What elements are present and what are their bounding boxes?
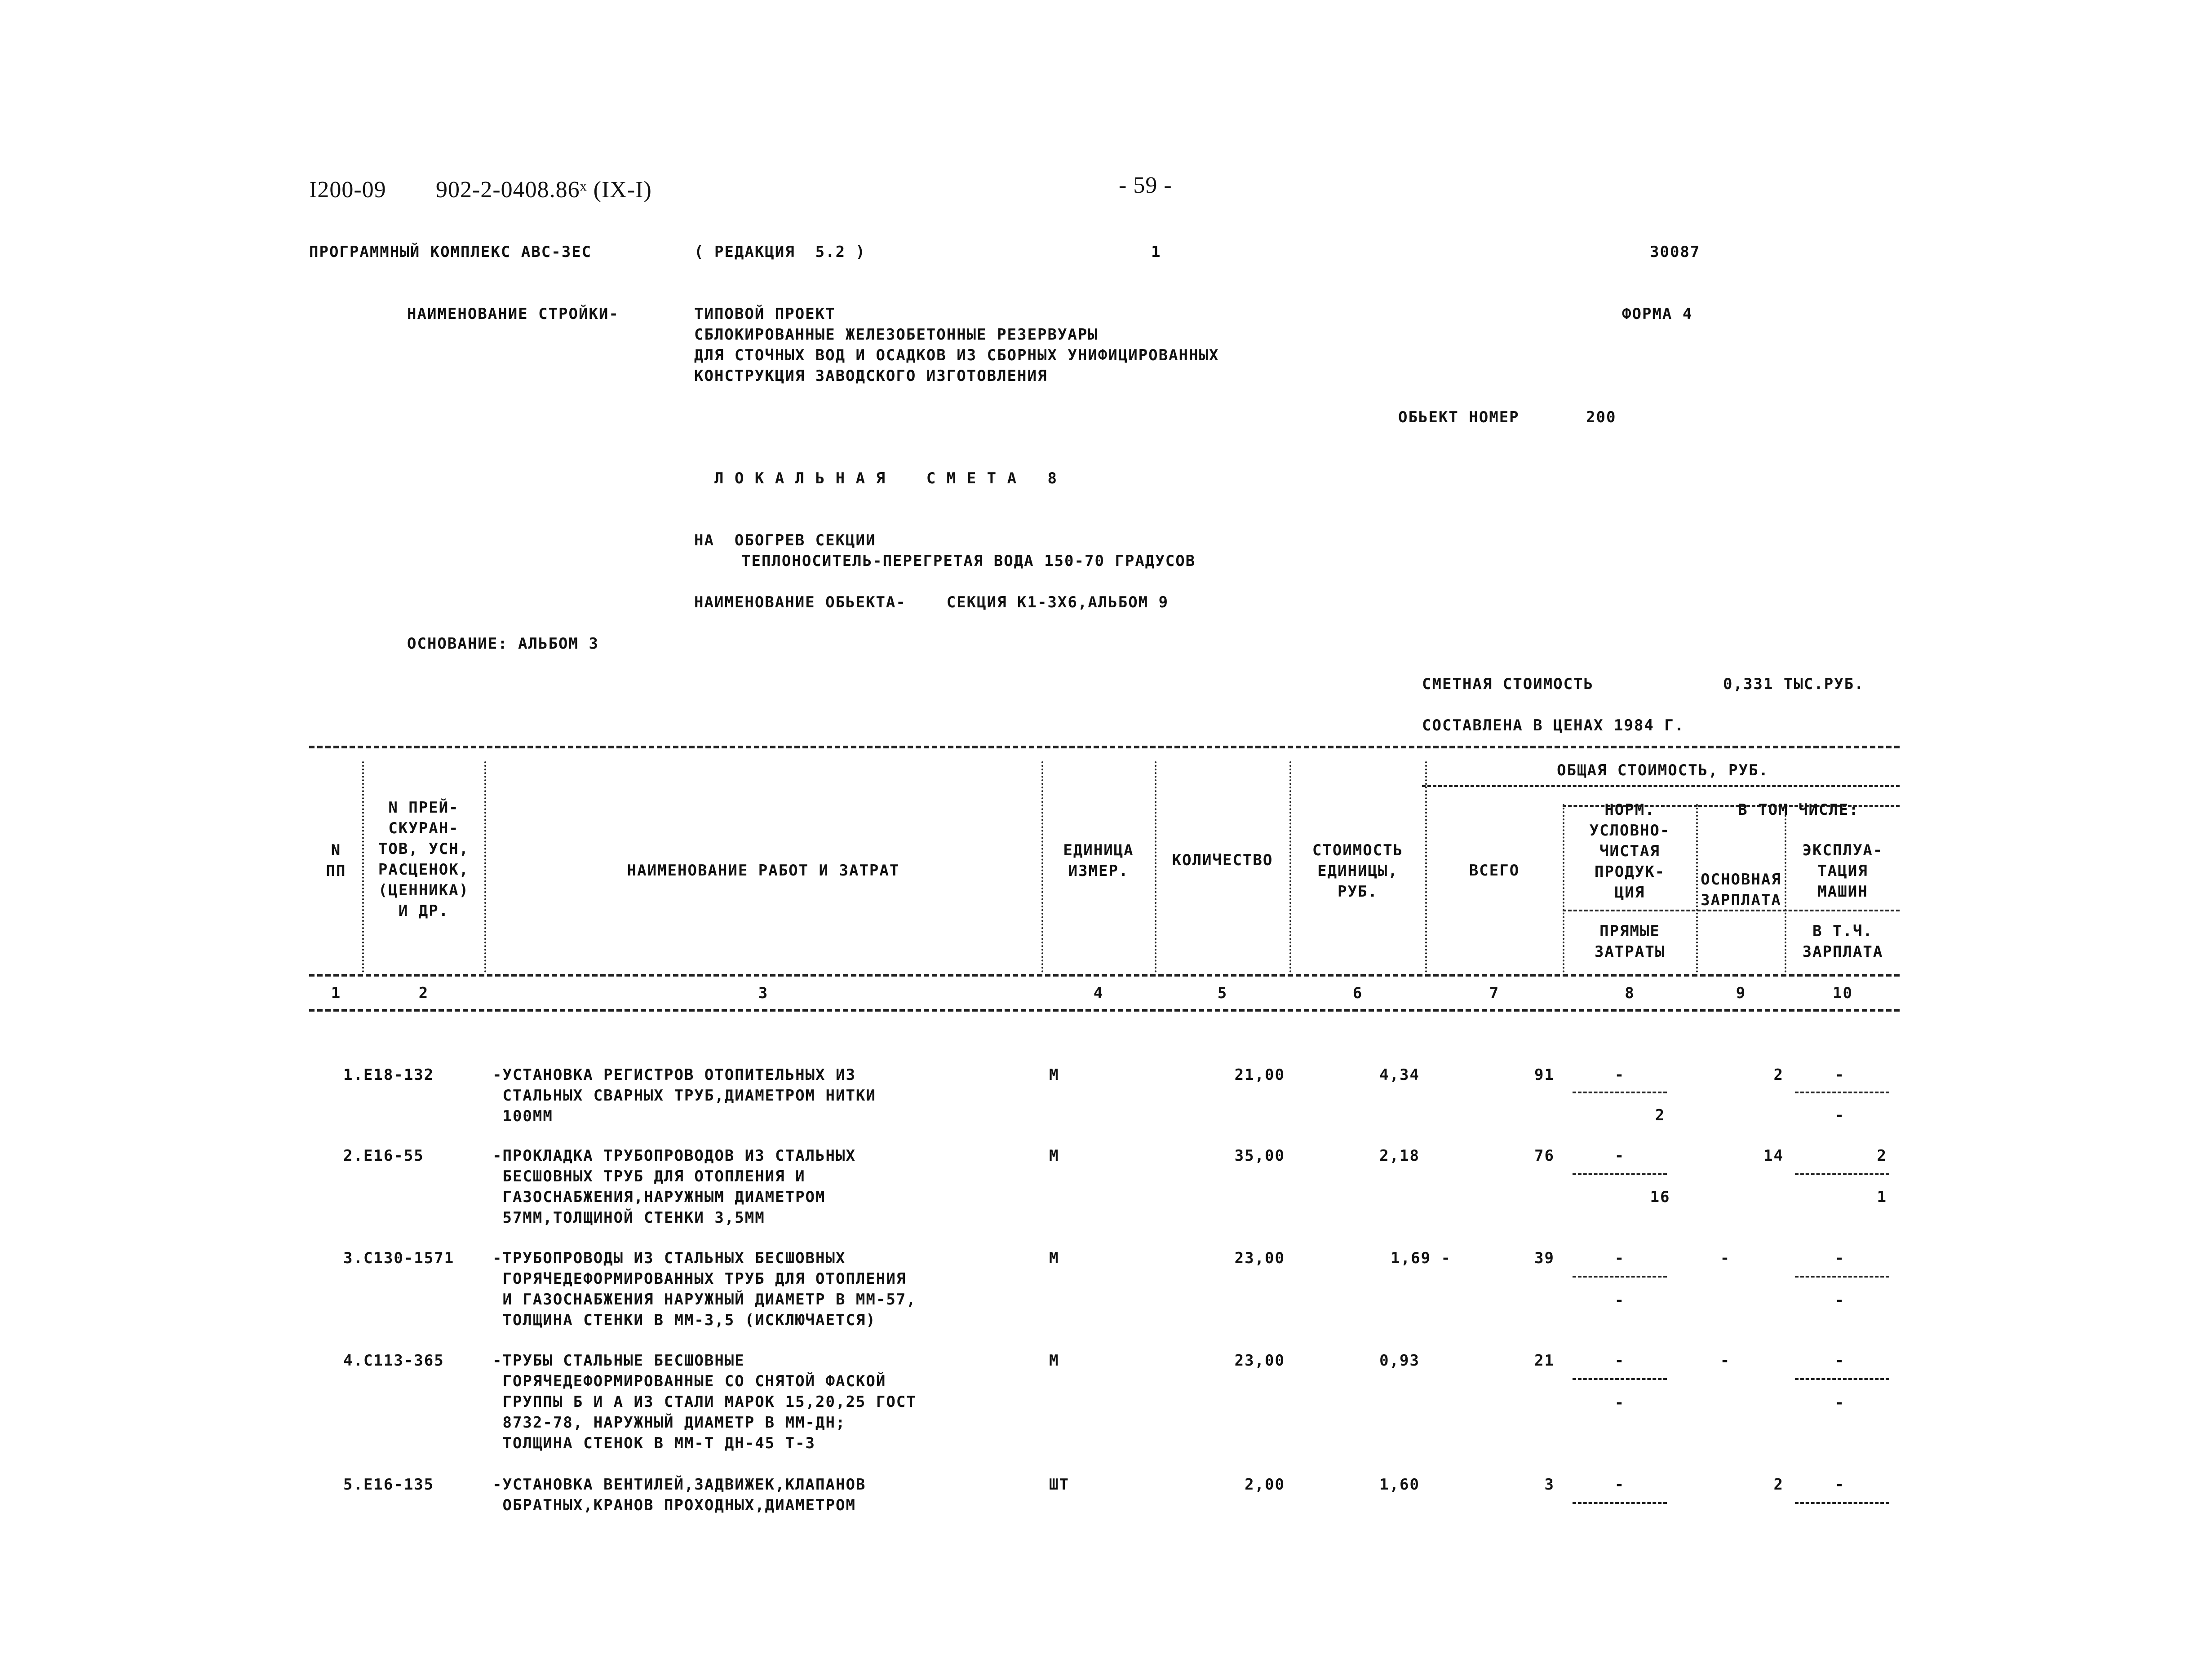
line-name-3: ДЛЯ СТОЧНЫХ ВОД И ОСАДКОВ ИЗ СБОРНЫХ УНИФИЦИРОВАННЫХ — [694, 346, 1219, 364]
row-2-c10-bottom: 1 — [1877, 1188, 1887, 1206]
row-1-c10-value: 2 — [1773, 1066, 1784, 1084]
row-1-qty: 21,00 — [1234, 1066, 1285, 1084]
col-number-10: 10 — [1833, 984, 1853, 1002]
row-5-unit: ШТ — [1049, 1476, 1069, 1494]
software-name: ПРОГРАММНЫЙ КОМПЛЕКС АВС-3ЕС — [309, 243, 592, 261]
row-4-total: 21 — [1534, 1352, 1555, 1370]
row-2-qty: 35,00 — [1234, 1147, 1285, 1165]
prices-year: СОСТАВЛЕНА В ЦЕНАХ 1984 Г. — [1422, 716, 1685, 734]
th-machines: ЭКСПЛУА- ТАЦИЯ МАШИН — [1802, 841, 1883, 901]
row-4-c8-bottom: - — [1614, 1394, 1625, 1412]
th-num: N ПП — [326, 841, 346, 880]
row-5-c10-value: 2 — [1773, 1476, 1784, 1494]
object-label: ОБЬЕКТ НОМЕР — [1398, 408, 1520, 426]
row-3-total: 39 — [1534, 1249, 1555, 1267]
col-number-4: 4 — [1093, 984, 1104, 1002]
row-4-c9: - — [1720, 1352, 1731, 1370]
for-line-1: НА ОБОГРЕВ СЕКЦИИ — [694, 531, 876, 549]
sheet-number: 1 — [1151, 243, 1161, 261]
row-3-price: 1,69 - — [1391, 1249, 1451, 1267]
col-number-6: 6 — [1352, 984, 1363, 1002]
row-1-code: 1.Е18-132 — [343, 1066, 434, 1084]
row-5-name: -УСТАНОВКА ВЕНТИЛЕЙ,ЗАДВИЖЕК,КЛАПАНОВ ОБРАТНЫХ,КРАНОВ ПРОХОДНЫХ,ДИАМЕТРОМ — [492, 1476, 866, 1514]
table-top-rule — [309, 746, 1900, 748]
row-2-price: 2,18 — [1379, 1147, 1420, 1165]
row-4-c8-rule — [1573, 1378, 1667, 1380]
row-2-code: 2.Е16-55 — [343, 1147, 424, 1165]
row-1-c10-top: - — [1834, 1066, 1845, 1084]
line-name-4: КОНСТРУКЦИЯ ЗАВОДСКОГО ИЗГОТОВЛЕНИЯ — [694, 367, 1048, 385]
row-3-qty: 23,00 — [1234, 1249, 1285, 1267]
th-unit: ЕДИНИЦА ИЗМЕР. — [1063, 841, 1134, 880]
row-4-c8-top: - — [1614, 1352, 1625, 1370]
row-5-c8-rule — [1573, 1502, 1667, 1504]
row-3-unit: М — [1049, 1249, 1059, 1267]
row-2-c8-rule — [1573, 1173, 1667, 1175]
row-1-price: 4,34 — [1379, 1066, 1420, 1084]
row-1-c8-rule — [1573, 1092, 1667, 1093]
object-number: 200 — [1586, 408, 1617, 426]
edition: ( РЕДАКЦИЯ 5.2 ) — [694, 243, 866, 261]
doc-code: I200-09 — [309, 177, 386, 203]
col-number-9: 9 — [1736, 984, 1746, 1002]
row-5-total: 3 — [1544, 1476, 1555, 1494]
col-number-3: 3 — [758, 984, 769, 1002]
row-2-c10-top: 2 — [1877, 1147, 1887, 1165]
th-total-group: ОБЩАЯ СТОИМОСТЬ, РУБ. — [1557, 761, 1769, 779]
row-4-c10-rule — [1795, 1378, 1889, 1380]
row-1-c8-top: - — [1614, 1066, 1625, 1084]
row-4-c10-bottom: - — [1834, 1394, 1845, 1412]
line-name-2: СБЛОКИРОВАННЫЕ ЖЕЛЕЗОБЕТОННЫЕ РЕЗЕРВУАРЫ — [694, 326, 1098, 344]
th-unit-price: СТОИМОСТЬ ЕДИНИЦЫ, РУБ. — [1312, 841, 1404, 901]
row-1-c10-rule — [1795, 1092, 1889, 1093]
row-1-c10-bottom: - — [1834, 1106, 1845, 1124]
row-4-qty: 23,00 — [1234, 1352, 1285, 1370]
row-3-name: -ТРУБОПРОВОДЫ ИЗ СТАЛЬНЫХ БЕСШОВНЫХ ГОРЯЧЕДЕФОРМИРОВАННЫХ ТРУБ ДЛЯ ОТОПЛЕНИЯ И ГАЗОСНАБЖЕНИЯ НАРУЖНЫЙ ДИАМЕТР В ММ-57, ТОЛЩИНА СТЕНКИ В ММ-3,5 (ИСКЛЮЧАЕТСЯ) — [492, 1249, 917, 1329]
row-5-price: 1,60 — [1379, 1476, 1420, 1494]
cost-label: СМЕТНАЯ СТОИМОСТЬ — [1422, 675, 1594, 693]
th-direct-costs: ПРЯМЫЕ ЗАТРАТЫ — [1594, 922, 1666, 961]
row-1-total: 91 — [1534, 1066, 1555, 1084]
row-3-c8-top: - — [1614, 1249, 1625, 1267]
col-number-5: 5 — [1217, 984, 1228, 1002]
row-4-c10-top: - — [1834, 1352, 1845, 1370]
row-5-c8-top: - — [1614, 1476, 1625, 1494]
row-3-c10-rule — [1795, 1276, 1889, 1278]
row-3-c8-bottom: - — [1614, 1291, 1625, 1309]
page-number: - 59 - — [1119, 172, 1172, 198]
th-including: В ТОМ ЧИСЛЕ: — [1738, 801, 1859, 819]
col-number-7: 7 — [1489, 984, 1500, 1002]
col-number-8: 8 — [1625, 984, 1635, 1002]
row-3-c8-rule — [1573, 1276, 1667, 1278]
row-4-unit: М — [1049, 1352, 1059, 1370]
row-4-price: 0,93 — [1379, 1352, 1420, 1370]
col-number-2: 2 — [418, 984, 429, 1002]
row-1-name: -УСТАНОВКА РЕГИСТРОВ ОТОПИТЕЛЬНЫХ ИЗ СТАЛЬНЫХ СВАРНЫХ ТРУБ,ДИАМЕТРОМ НИТКИ 100ММ — [492, 1066, 876, 1125]
row-5-code: 5.Е16-135 — [343, 1476, 434, 1494]
line-name-label: НАИМЕНОВАНИЕ СТРОЙКИ- — [407, 305, 619, 323]
row-1-unit: М — [1049, 1066, 1059, 1084]
row-2-total: 76 — [1534, 1147, 1555, 1165]
col-number-1: 1 — [331, 984, 341, 1002]
row-4-code: 4.С113-365 — [343, 1352, 444, 1370]
form-label: ФОРМА 4 — [1622, 305, 1693, 323]
row-2-c8-top: - — [1614, 1147, 1625, 1165]
th-total: ВСЕГО — [1469, 862, 1520, 880]
estimate-title: Л О К А Л Ь Н А Я С М Е Т А 8 — [714, 469, 1058, 487]
row-4-name: -ТРУБЫ СТАЛЬНЫЕ БЕСШОВНЫЕ ГОРЯЧЕДЕФОРМИРОВАННЫЕ СО СНЯТОЙ ФАСКОЙ ГРУППЫ Б И А ИЗ СТАЛИ МАРОК 15,20,25 ГОСТ 8732-78, НАРУЖНЫЙ ДИАМЕТР В ММ-ДН; ТОЛЩИНА СТЕНОК В ММ-Т ДН-45 Т-3 — [492, 1352, 917, 1452]
for-line-2: ТЕПЛОНОСИТЕЛЬ-ПЕРЕГРЕТАЯ ВОДА 150-70 ГРАДУСОВ — [741, 552, 1196, 570]
row-5-c10-rule — [1795, 1502, 1889, 1504]
row-2-c10-value: 14 — [1763, 1147, 1784, 1165]
th-work-name: НАИМЕНОВАНИЕ РАБОТ И ЗАТРАТ — [627, 862, 900, 880]
group-rule — [1422, 785, 1900, 787]
row-5-qty: 2,00 — [1245, 1476, 1285, 1494]
row-3-c9: - — [1720, 1249, 1731, 1267]
row-2-name: -ПРОКЛАДКА ТРУБОПРОВОДОВ ИЗ СТАЛЬНЫХ БЕСШОВНЫХ ТРУБ ДЛЯ ОТОПЛЕНИЯ И ГАЗОСНАБЖЕНИЯ,НАРУЖНЫМ ДИАМЕТРОМ 57ММ,ТОЛЩИНОЙ СТЕНКИ 3,5ММ — [492, 1147, 856, 1227]
numbers-bottom-rule — [309, 1009, 1900, 1012]
row-1-c8-bottom: 2 — [1655, 1106, 1666, 1124]
row-2-c10-rule — [1795, 1173, 1889, 1175]
th-base-salary: ОСНОВНАЯ ЗАРПЛАТА — [1701, 871, 1781, 909]
row-3-c10-bottom: - — [1834, 1291, 1845, 1309]
basis: ОСНОВАНИЕ: АЛЬБОМ 3 — [407, 635, 599, 653]
row-2-c8-bottom: 16 — [1650, 1188, 1670, 1206]
line-name-1: ТИПОВОЙ ПРОЕКТ — [694, 305, 836, 323]
th-machine-salary: В Т.Ч. ЗАРПЛАТА — [1802, 922, 1883, 961]
row-3-c10-top: - — [1834, 1249, 1845, 1267]
th-net-production: НОРМ. УСЛОВНО- ЧИСТАЯ ПРОДУК- ЦИЯ — [1589, 801, 1670, 902]
row-2-unit: М — [1049, 1147, 1059, 1165]
object-name: НАИМЕНОВАНИЕ ОБЬЕКТА- СЕКЦИЯ К1-3Х6,АЛЬБОМ 9 — [694, 593, 1169, 611]
th-price-code: N ПРЕЙ- СКУРАН- ТОВ, УСН, РАСЦЕНОК, (ЦЕННИКА) И ДР. — [378, 799, 470, 920]
doc-number: 30087 — [1650, 243, 1701, 261]
row-3-code: 3.С130-1571 — [343, 1249, 455, 1267]
project-code: 902-2-0408.86ˣ (IX-I) — [436, 177, 652, 203]
row-5-c10-top: - — [1834, 1476, 1845, 1494]
cost-value: 0,331 ТЫС.РУБ. — [1723, 675, 1865, 693]
header-bottom-rule — [309, 974, 1900, 977]
th-quantity: КОЛИЧЕСТВО — [1172, 851, 1273, 869]
